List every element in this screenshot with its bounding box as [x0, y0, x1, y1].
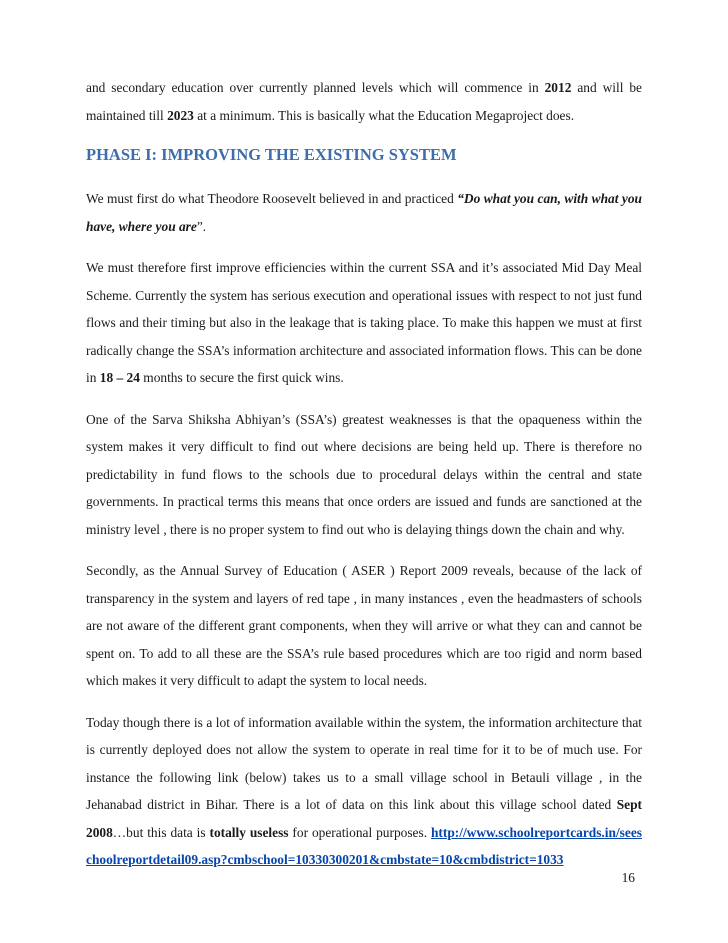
section-heading: PHASE I: IMPROVING THE EXISTING SYSTEM [86, 145, 457, 164]
school-report-link[interactable]: http://www.schoolreportcards.in/seeschoolreportdetail09.asp?cmbschool=10330300201&cmbstate=10&cmbdistrict=1033 [86, 824, 642, 867]
intro-text-e: at a minimum. This is basically what the Education Megaproject does. [193, 107, 575, 123]
roosevelt-paragraph [86, 185, 642, 240]
year-2023: 2023 [167, 107, 194, 123]
months-range: 18 – 24 [99, 370, 140, 385]
weakness-paragraph: One of the Sarva Shiksha Abhiyan’s (SSA’s) greatest weaknesses is that the opaqueness within the system makes it very difficult to find out where decisions are being held up. There is therefore no predictability in fund flows to the schools due to procedural delays within the central and state governments. In practical terms this means that once orders are issued and funds are sanctioned at the ministry level , there is no proper system to find out who is delaying things down the chain and why. [86, 411, 642, 537]
intro-paragraph [86, 74, 642, 129]
intro-text-c: and will be maintained till [86, 80, 642, 123]
efficiency-text-c: months to secure the first quick wins. [139, 370, 344, 385]
information-text-c: …but this data is [112, 824, 210, 840]
information-text-a: Today though there is a lot of information available within the system, the information architecture that is currently deployed does not allow the system to operate in real time for it to be of much use. For instance the following link (below) takes us to a small village school in Betauli village , in the Jehanabad district in Bihar. There is a lot of data on this link about this village school dated [86, 714, 642, 812]
totally-useless: totally useless [209, 824, 289, 840]
year-2012: 2012 [544, 80, 572, 95]
information-text-e: for operational purposes. [288, 824, 428, 840]
efficiency-text-a: We must therefore first improve efficiencies within the current SSA and it’s associated Mid Day Meal Scheme. Currently the system has serious execution and operational issues with respect to not just fund flows and their timing but also in the leakage that is taking place. To make this happen we must at first radically change the SSA’s information architecture and associated information flows. This can be done in [86, 260, 642, 385]
aser-paragraph: Secondly, as the Annual Survey of Education ( ASER ) Report 2009 reveals, because of the lack of transparency in the system and layers of red tape , in many instances , even the headmasters of schools are not aware of the different grant components, when they will arrive or what they can and cannot be spent on. To add to all these are the SSA’s rule based procedures which are too rigid and norm based which makes it very difficult to adapt the system to local needs. [86, 563, 642, 688]
roosevelt-quote: “Do what you can, with what you have, where you are [86, 191, 642, 234]
efficiency-paragraph [86, 254, 642, 392]
page-number: 16 [621, 870, 635, 885]
page-content [86, 74, 642, 888]
roosevelt-text: We must first do what Theodore Roosevelt believed in and practiced [86, 191, 458, 206]
intro-text-a: and secondary education over currently planned levels which will commence in [86, 80, 545, 95]
date-sept-2008: Sept 2008 [86, 797, 642, 840]
information-paragraph [86, 709, 642, 874]
roosevelt-end: ”. [196, 218, 207, 234]
